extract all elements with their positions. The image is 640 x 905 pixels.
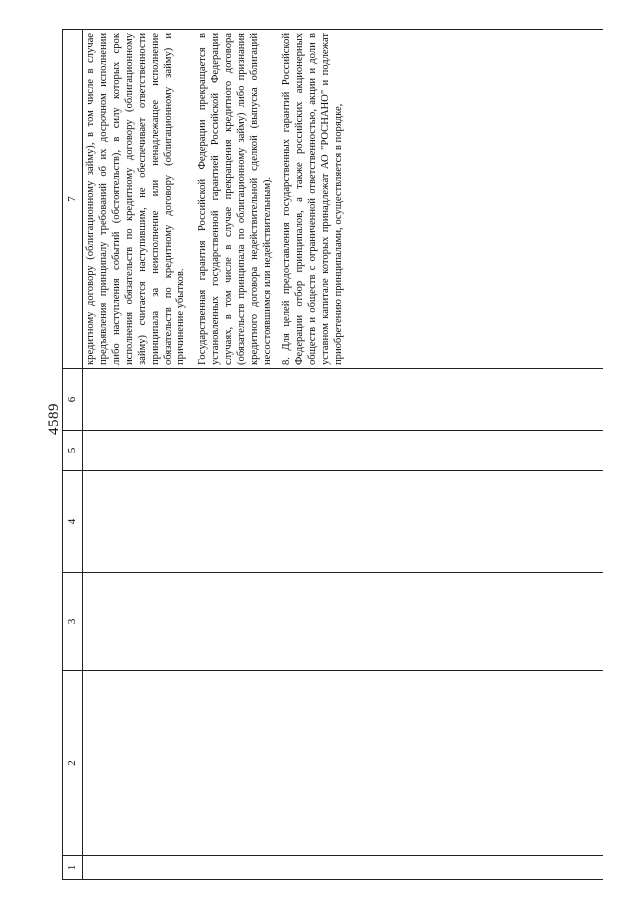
cell-col-6 bbox=[83, 369, 604, 431]
cell-col-7 bbox=[83, 30, 604, 369]
cell-col-1 bbox=[83, 856, 604, 880]
cell-col-5 bbox=[83, 431, 604, 471]
column-number-1: 1 bbox=[63, 856, 83, 880]
column-number-6: 6 bbox=[63, 369, 83, 431]
guarantee-table bbox=[62, 29, 603, 880]
column-number-4: 4 bbox=[63, 471, 83, 573]
paragraph-guarantee-scope: кредитному договору (облигационному займу), в том числе в случае предъявления принципалу требований об их досрочном исполнении либо наступления событий (обстоятельств), в силу которых срок исполнения обязательств по кредитному договору (облигационному займу) считается наступившим, не обеспечивает ответственности принципала за неисполнение или ненадлежащее исполнение обязательств по кредитному договору (облигационному займу) и причинение убытков. bbox=[85, 33, 187, 365]
paragraph-guarantee-termination: Государственная гарантия Российской Федерации прекращается в установленных государственной гарантией Российской Федерации случаях, в том числе в случае прекращения кредитного договора (обязательств принципала по облигационному займу) либо признания кредитного договора недействительной сделкой (выпуска облигаций несостоявшимся или недействительным). bbox=[197, 33, 273, 365]
rotated-table-block bbox=[62, 30, 582, 880]
column-number-7: 7 bbox=[63, 30, 83, 369]
cell-col-2 bbox=[83, 671, 604, 856]
column-number-3: 3 bbox=[63, 573, 83, 671]
column-number-5: 5 bbox=[63, 431, 83, 471]
cell-col-4 bbox=[83, 471, 604, 573]
cell-col-3 bbox=[83, 573, 604, 671]
table-row bbox=[83, 30, 604, 880]
column-number-row bbox=[63, 30, 83, 880]
page-number: 4589 bbox=[46, 403, 62, 435]
paragraph-item-8: 8. Для целей предоставления государственных гарантий Российской Федерации отбор принципалов, а также российских акционерных обществ и обществ с ограниченной ответственностью, акции и доли в уставном капитале которых принадлежат АО "РОСНАНО" и подлежат приобретению принципалами, осуществляется в порядке, bbox=[280, 33, 344, 365]
column-number-2: 2 bbox=[63, 671, 83, 856]
